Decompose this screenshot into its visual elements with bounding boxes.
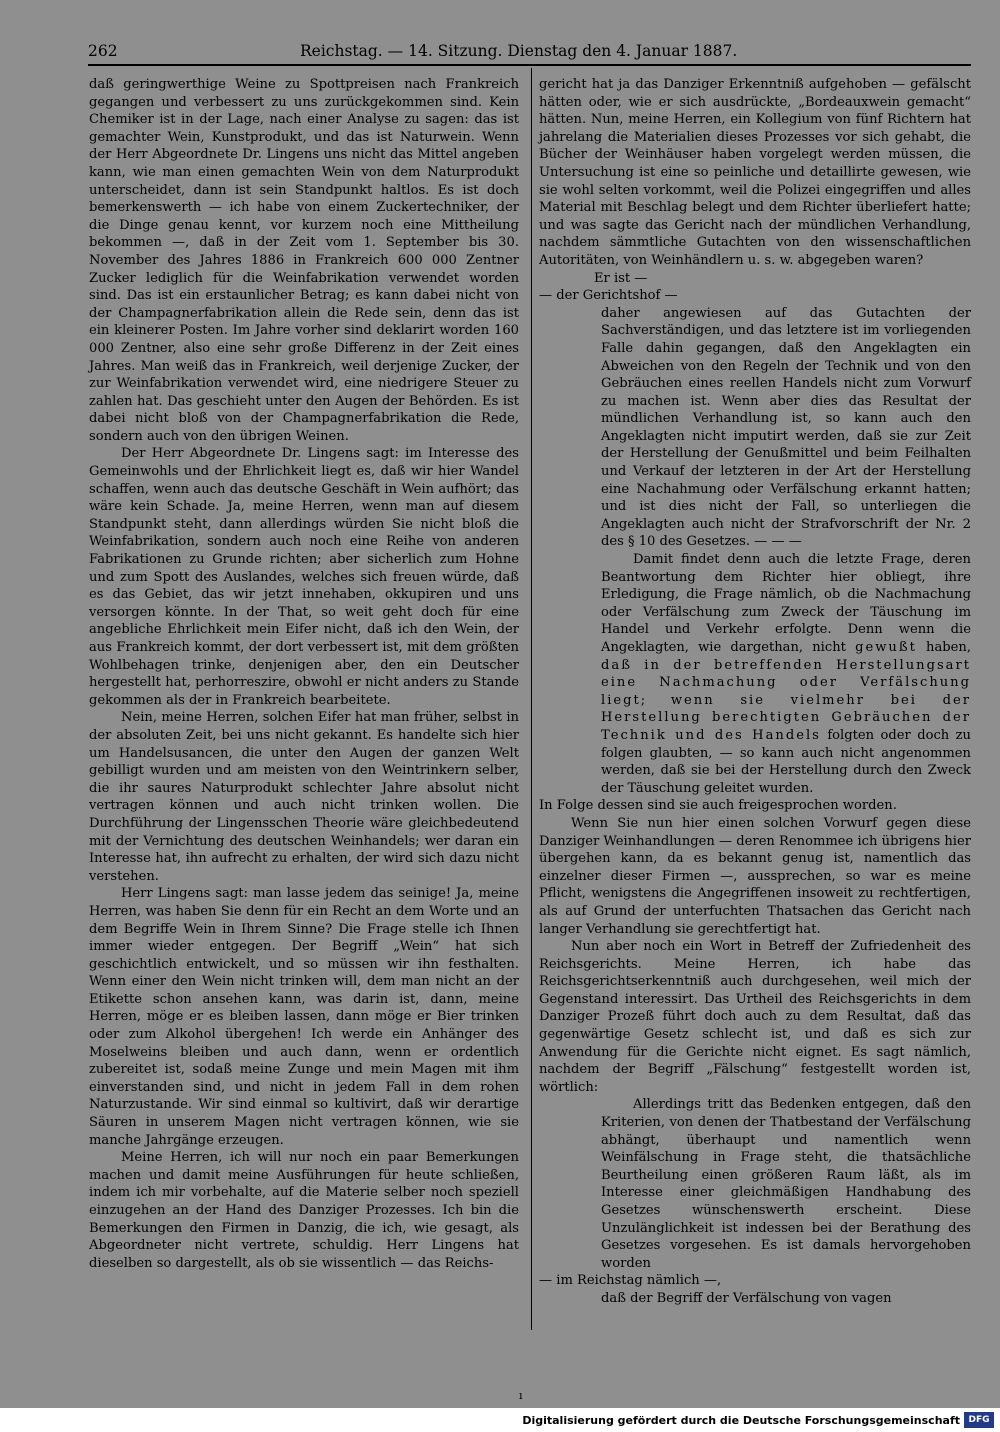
interjection: Er ist — [594, 270, 648, 286]
quotation-block: daher angewiesen auf das Gutachten der Sachverständigen, und das letztere ist im vorliegenden Falle dahin gegangen, daß den Angeklagten ein Abweichen von den Regeln der Technik und von den Gebräuchen eines reellen Handels nicht zum Vorwurf zu machen ist. Wenn aber dies das Resultat der mündlichen Verhandlung ist, so kann auch den Angeklagten nicht imputirt werden, daß sie zur Zeit der Herstellung der Genußmittel und beim Feilhalten und Verkauf der letzteren in der Art der Herstellung eine Nachahmung oder Verfälschung erkannt hatten; und ist dies nicht der Fall, so unterliegen die Angeklagten auch nicht der Strafvorschrift der Nr. 2 des § 10 des Gesetzes. — — — [601, 305, 971, 550]
spaced-emphasis: wenn sie vielmehr bei der Herstellung berechtigten Gebräuchen der Technik und des Handels [601, 692, 971, 743]
running-title: Reichstag. — 14. Sitzung. Dienstag den 4. Januar 1887. [300, 42, 738, 60]
interjection: — der Gerichtshof — [539, 288, 678, 304]
spaced-emphasis: gewußt [855, 640, 917, 655]
paragraph: In Folge dessen sind sie auch freigesprochen worden. [539, 798, 897, 814]
bottom-mark: ı [519, 1389, 523, 1402]
quote-text: Damit findet denn auch die letzte Frage, deren Beantwortung dem Richter hier obliegt, ihre Erledigung, die Frage nämlich, ob die Nachmachung oder Verfälschung zum Zweck der Täuschung im Handel und Verkehr erfolgte. Denn wenn die Angeklagten, wie dargethan, nicht [601, 552, 971, 655]
quotation-block: Allerdings tritt das Bedenken entgegen, daß den Kriterien, von denen der Thatbestand der Verfälschung abhängt, überhaupt und namentlich wenn Weinfälschung in Frage steht, die thatsächliche Beurtheilung einen größeren Raum läßt, als im Interesse einer gleichmäßigen Handhabung des Gesetzes wünschenswerth erscheint. Diese Unzulänglichkeit ist indessen bei der Berathung des Gesetzes vorgesehen. Es ist damals hervorgehoben worden [601, 1097, 971, 1271]
paragraph: Herr Lingens sagt: man lasse jedem das seinige! Ja, meine Herren, was haben Sie denn für ein Recht an dem Worte und an dem Begriffe Wein in Ihrem Sinne? Die Frage stelle ich Ihnen immer wieder entgegen. Der Begriff „Wein“ hat sich geschichtlich entwickelt, und so müssen wir ihn festhalten. Wenn einer den Wein nicht trinken will, dem man nicht an der Etikette schon ansehen kann, was darin ist, dann, meine Herren, möge er es bleiben lassen, dann möge er Bier trinken oder zum Alkohol übergehen! Ich werde ein Anhänger des Moselweins bleiben und auch dann, wenn er ordentlich zubereitet ist, sodaß meine Zunge und mein Magen mit ihm einverstanden sind, und nicht in jedem Fall in dem rohen Naturzustande. Wir sind einmal so kultivirt, daß wir derartige Säuren in unserem Magen nicht vertragen können, wie sie manche Jahrgänge erzeugen. [89, 886, 519, 1148]
paragraph: Der Herr Abgeordnete Dr. Lingens sagt: im Interesse des Gemeinwohls und der Ehrlichkeit liegt es, daß wir hier Wandel schaffen, wenn auch das deutsche Geschäft in Wein aufhört; das wäre kein Schade. Ja, meine Herren, wenn man auf diesem Standpunkt steht, dann allerdings würden Sie nicht bloß die Weinfabrikation, sondern auch noch eine Reihe von anderen Fabrikationen zu Grunde richten; aber sicherlich zum Hohne und zum Spott des Auslandes, welches sich freuen würde, daß es das Gebiet, das wir jetzt innehaben, okkupiren und uns versorgen könnte. In der That, so weit geht doch für eine angebliche Ehrlichkeit mein Eifer nicht, daß ich den Wein, der aus Frankreich kommt, der dort verbessert ist, mit dem größten Wohlbehagen trinke, denjenigen aber, den ein Deutscher hergestellt hat, perhorreszire, obwohl er nicht anders zu Stande gekommen als der in Frankreich bearbeitete. [89, 446, 519, 708]
paragraph: Meine Herren, ich will nur noch ein paar Bemerkungen machen und damit meine Ausführungen für heute schließen, indem ich mir vorbehalte, auf die Materie selber noch speziell einzugehen an der Hand des Danziger Prozesses. Ich bin die Bemerkungen den Firmen in Danzig, die ich, wie gesagt, als Abgeordneter nicht vertrete, schuldig. Herr Lingens hat dieselben so dargestellt, als ob sie wissentlich — das Reichs- [89, 1150, 519, 1271]
left-column [89, 76, 519, 1272]
quote-text: folgten oder doch zu folgen glaubten, — so kann auch nicht angenommen werden, daß sie bei der Herstellung durch den Zweck der Täuschung geleitet wurden. [601, 727, 971, 796]
interjection: — im Reichstag nämlich —, [539, 1273, 722, 1289]
dfg-logo: DFG [964, 1412, 994, 1428]
paragraph: Nun aber noch ein Wort in Betreff der Zufriedenheit des Reichsgerichts. Meine Herren, ich habe das Reichsgerichtserkenntniß auch durchgesehen, weil mich der Gegenstand interessirt. Das Urtheil des Reichsgerichts in dem Danziger Prozeß führt doch auch zu dem Resultat, daß das gegenwärtige Gesetz schlecht ist, und daß es sich zur Anwendung für die Gerichte nicht eignet. Es sagt nämlich, nachdem der Begriff „Fälschung“ festgestellt worden ist, wörtlich: [539, 939, 971, 1095]
spaced-emphasis: daß in der betreffenden Herstellungsart eine Nachmachung oder Verfälschung liegt; [601, 657, 971, 708]
credit-text: Digitalisierung gefördert durch die Deutsche Forschungsgemeinschaft [522, 1414, 960, 1427]
paragraph: Nein, meine Herren, solchen Eifer hat man früher, selbst in der absoluten Zeit, bei uns nicht gekannt. Es handelte sich hier um Handelsusancen, die unter den Augen der ganzen Welt gebilligt wurden und am meisten von den Weintrinkern selber, die ihr saures Naturprodukt schlechter Jahre absolut nicht vertragen können und auch nicht trinken wollen. Die Durchführung der Lingensschen Theorie wäre gleichbedeutend mit der Vernichtung des deutschen Weinhandels; wer daran ein Interesse hat, ihn aufrecht zu erhalten, der wird sich dazu nicht verstehen. [89, 710, 519, 884]
paragraph: Wenn Sie nun hier einen solchen Vorwurf gegen diese Danziger Weinhandlungen — deren Renommee ich übrigens hier übergehen kann, da es bekannt genug ist, namentlich das einzelner dieser Firmen —, aussprechen, so war es meine Pflicht, wenigstens die Angegriffenen insoweit zu rechtfertigen, als auf Grund der unterfuchten Thatsachen das Gericht nach langer Verhandlung sie gerechtfertigt hat. [539, 815, 971, 937]
digitization-footer [0, 1408, 1000, 1432]
paragraph: gericht hat ja das Danziger Erkenntniß aufgehoben — gefälscht hätten oder, wie er sich ausdrückte, „Bordeauxwein gemacht“ hätten. Nun, meine Herren, ein Kollegium von fünf Richtern hat jahrelang die Materialien dieses Prozesses vor sich gehabt, die Bücher der Weinhäuser haben vorgelegt werden müssen, die Untersuchung ist eine so peinliche und detaillirte gewesen, wie sie wohl selten vorkommt, weil die Polizei eingegriffen und alles Material mit Beschlag belegt und dem Richter überliefert hatte; und was sagte das Gericht nach der mündlichen Verhandlung, nachdem sämmtliche Gutachten von den wissenschaftlichen Autoritäten, von Weinhändlern u. s. w. abgegeben waren? [539, 77, 971, 268]
right-column [539, 76, 971, 1308]
header-rule [88, 64, 971, 66]
quotation-block: daß der Begriff der Verfälschung von vagen [601, 1290, 892, 1306]
page-header [88, 40, 968, 66]
paragraph: daß geringwerthige Weine zu Spottpreisen nach Frankreich gegangen und verbessert zu uns zurückgekommen sind. Kein Chemiker ist in der Lage, nach einer Analyse zu sagen: das ist gemachter Wein, Kunstprodukt, und das ist Naturwein. Wenn der Herr Abgeordnete Dr. Lingens uns nicht das Mittel angeben kann, wie man einen gemachten Wein von dem Naturprodukt unterscheidet, dann ist sein Standpunkt haltlos. Es ist doch bemerkenswerth — ich habe von einem Zuckertechniker, der die Dinge genau kennt, vor kurzem noch eine Mittheilung bekommen —, daß in der Zeit vom 1. September bis 30. November des Jahres 1886 in Frankreich 600 000 Zentner Zucker lediglich für die Weinfabrikation verwendet worden sind. Das ist ein erstaunlicher Betrag; es kann dabei nicht von der Champagnerfabrikation allein die Rede sein, denn das ist ein kleinerer Posten. Im Jahre vorher sind deklarirt worden 160 000 Zentner, also eine sehr große Differenz in der Zeit eines Jahres. Man weiß das in Frankreich, weil derjenige Zucker, der zur Weinfabrikation verwendet wird, eine niedrigere Steuer zu zahlen hat. Das geschieht unter den Augen der Behörden. Es ist dabei nicht bloß von der Champagnerfabrikation die Rede, sondern auch von den übrigen Weinen. [89, 77, 519, 444]
quotation-block [601, 551, 971, 797]
quote-text: haben, [926, 640, 971, 655]
column-divider [531, 68, 532, 1330]
page-number: 262 [88, 42, 118, 60]
